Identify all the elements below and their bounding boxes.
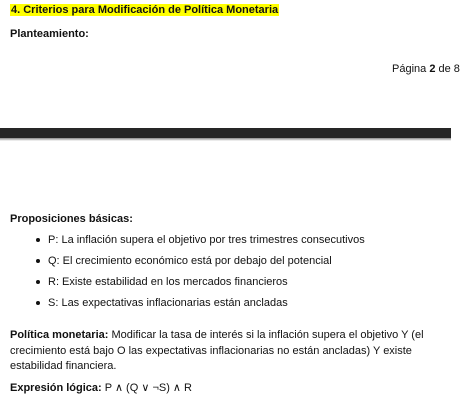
list-item [0,253,451,274]
policy-label: Política monetaria: [10,329,109,341]
monetary-policy-paragraph [10,328,442,375]
page-number-indicator [392,62,460,77]
propositions-heading: Proposiciones básicas: [10,213,133,225]
bullet-icon [36,238,40,242]
page-prefix: Página [392,63,427,75]
highlighted-heading-text: 4. Criterios para Modificación de Política Monetaria [11,4,279,16]
list-item [0,274,451,295]
page-break-shadow [0,138,451,141]
bullet-icon [36,259,40,263]
proposition-q: Q: El crecimiento económico está por debajo del potencial [48,255,332,267]
expression-formula: P ∧ (Q ∨ ¬S) ∧ R [101,382,192,394]
list-item [0,232,451,253]
proposition-r: R: Existe estabilidad en los mercados financieros [48,276,288,288]
logical-expression [10,381,192,396]
page-suffix: de 8 [438,63,460,75]
planteamiento-label: Planteamiento: [10,28,89,40]
section-heading [10,3,279,18]
expression-label: Expresión lógica: [10,382,102,394]
propositions-list [0,232,451,316]
bullet-icon [36,280,40,284]
proposition-s: S: Las expectativas inflacionarias están ancladas [48,297,288,309]
list-item [0,295,451,316]
policy-text: Modificar la tasa de interés si la inflación supera el objetivo Y (el crecimiento está bajo O las expectativas inflacionarias no están ancladas) Y existe estabilidad financiera. [10,329,424,372]
bullet-icon [36,301,40,305]
current-page-number: 2 [429,63,436,75]
page-break-divider [0,128,451,138]
proposition-p: P: La inflación supera el objetivo por tres trimestres consecutivos [48,234,365,246]
